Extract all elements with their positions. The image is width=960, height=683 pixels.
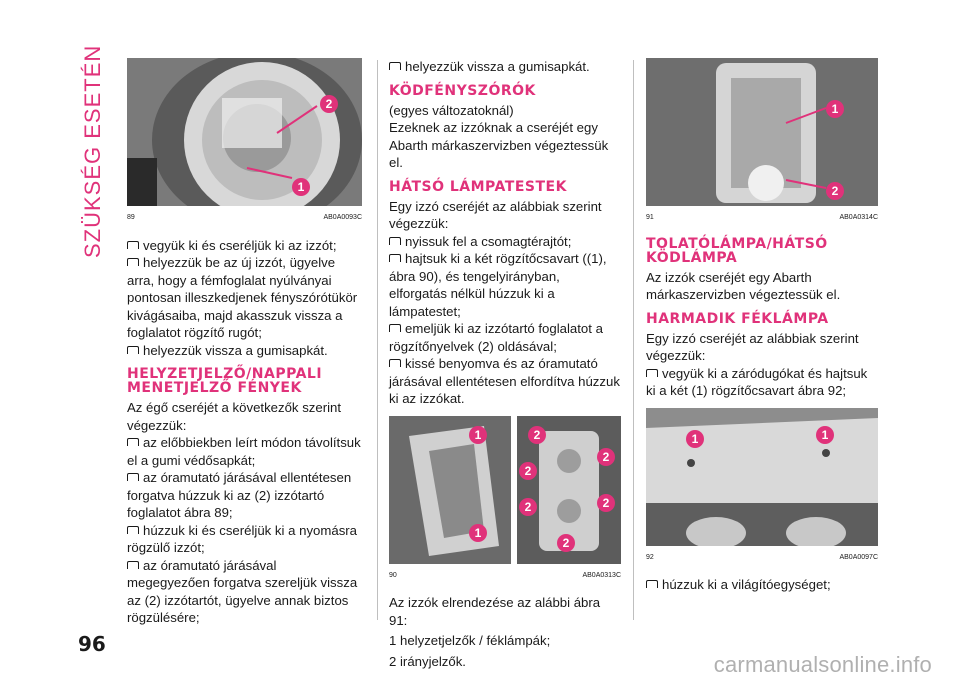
paragraph: Ezeknek az izzóknak a cseréjét egy Abarth márkaszervizben végeztessük el. bbox=[389, 120, 609, 170]
paragraph: Az izzók cseréjét egy Abarth márkaszervizben végeztessük el. bbox=[646, 269, 841, 302]
bullet-icon bbox=[127, 561, 139, 569]
list-item: helyezzük be az új izzót, ügyelve arra, hogy a fémfoglalat nyúlványai pontosan illeszkedjenek fényszórótükör kivágásaiba, majd akasszuk vissza a foglalatot rögzítő rugót; bbox=[127, 255, 358, 340]
paragraph: (egyes változatoknál) bbox=[389, 102, 514, 118]
figure-90 bbox=[389, 416, 621, 564]
list-item: 1 helyzetjelzők / féklámpák; bbox=[389, 633, 551, 648]
bullet-icon bbox=[127, 438, 139, 446]
section-side-title-text: SZÜKSÉG ESETÉN bbox=[80, 44, 105, 258]
bullet-icon bbox=[389, 254, 401, 262]
figure-92 bbox=[646, 408, 878, 546]
section-heading: HARMADIK FÉKLÁMPA bbox=[646, 310, 829, 327]
callout-1: 1 bbox=[469, 426, 487, 444]
bullet-icon bbox=[127, 526, 139, 534]
column-2 bbox=[389, 58, 621, 670]
paragraph: Az izzók elrendezése az alábbi ábra 91: bbox=[389, 595, 601, 628]
callout-2: 2 bbox=[519, 462, 537, 480]
bullet-icon bbox=[646, 369, 658, 377]
bullet-icon bbox=[389, 359, 401, 367]
figure-caption bbox=[646, 209, 878, 227]
figure-number: 89 bbox=[127, 214, 135, 221]
callout-1: 1 bbox=[292, 178, 310, 196]
bullet-icon bbox=[389, 324, 401, 332]
callout-1: 1 bbox=[826, 100, 844, 118]
bullet-icon bbox=[389, 237, 401, 245]
callout-2: 2 bbox=[528, 426, 546, 444]
callout-2: 2 bbox=[557, 534, 575, 552]
list-item: húzzuk ki és cseréljük ki a nyomásra rögzülő izzót; bbox=[127, 522, 358, 555]
column-1 bbox=[127, 58, 362, 627]
list-item: 2 irányjelzők. bbox=[389, 653, 466, 669]
bullet-icon bbox=[127, 241, 139, 249]
list-item: vegyük ki a záródugókat és hajtsuk ki a két (1) rögzítőcsavart ábra 92; bbox=[646, 365, 868, 398]
rear-lamp-illustration bbox=[389, 416, 621, 564]
figure-91 bbox=[646, 58, 878, 206]
list-item: nyissuk fel a csomagtérajtót; bbox=[389, 233, 621, 251]
section-heading: HÁTSÓ LÁMPATESTEK bbox=[389, 178, 567, 195]
rear-lamp-bulb-holder-illustration bbox=[646, 58, 878, 206]
callout-2: 2 bbox=[826, 182, 844, 200]
paragraph: Egy izzó cseréjét az alábbiak szerint végezzük: bbox=[646, 330, 859, 363]
headlamp-bulb-illustration bbox=[127, 58, 362, 206]
list-item: kissé benyomva és az óramutató járásával ellentétesen elfordítva húzzuk ki az izzókat. bbox=[389, 356, 620, 406]
bullet-icon bbox=[646, 580, 658, 588]
bullet-icon bbox=[127, 258, 139, 266]
paragraph: Az égő cseréjét a következők szerint végezzük: bbox=[127, 400, 342, 433]
list-item: emeljük ki az izzótartó foglalatot a rögzítőnyelvek (2) oldásával; bbox=[389, 321, 603, 354]
section-heading: HELYZETJELZŐ/NAPPALI MENETJELZŐ FÉNYEK bbox=[127, 366, 323, 396]
list-item: helyezzük vissza a gumisapkát. bbox=[127, 342, 362, 360]
callout-1: 1 bbox=[816, 426, 834, 444]
callout-1: 1 bbox=[469, 524, 487, 542]
bullet-icon bbox=[389, 62, 401, 70]
figure-caption bbox=[389, 567, 621, 585]
list-item: húzzuk ki a világítóegységet; bbox=[646, 576, 878, 594]
figure-caption bbox=[646, 549, 878, 567]
paragraph: Egy izzó cseréjét az alábbiak szerint végezzük: bbox=[389, 198, 602, 231]
figure-caption bbox=[127, 209, 362, 227]
figure-code: AB0A0314C bbox=[839, 214, 878, 221]
section-side-title bbox=[80, 38, 110, 268]
column-divider bbox=[633, 60, 634, 620]
figure-number: 91 bbox=[646, 214, 654, 221]
figure-number: 92 bbox=[646, 553, 654, 561]
column-3 bbox=[646, 58, 878, 594]
callout-2: 2 bbox=[320, 95, 338, 113]
figure-number: 90 bbox=[389, 571, 397, 579]
column-divider bbox=[377, 60, 378, 620]
list-item: helyezzük vissza a gumisapkát. bbox=[389, 58, 621, 76]
section-heading: TOLATÓLÁMPA/HÁTSÓ KÖDLÁMPA bbox=[646, 235, 828, 266]
bullet-icon bbox=[127, 473, 139, 481]
list-item: az óramutató járásával ellentétesen forgatva húzzuk ki az (2) izzótartó foglalatot ábra 89; bbox=[127, 470, 352, 520]
list-item: hajtsuk ki a két rögzítőcsavart ((1), ábra 90), és tengelyirányban, elforgatás nélkül húzzuk ki a lámpatestet; bbox=[389, 251, 607, 319]
figure-89 bbox=[127, 58, 362, 206]
third-brake-light-illustration bbox=[646, 408, 878, 546]
figure-code: AB0A0093C bbox=[323, 214, 362, 221]
bullet-icon bbox=[127, 346, 139, 354]
list-item: az előbbiekben leírt módon távolítsuk el a gumi védősapkát; bbox=[127, 435, 361, 468]
page-number: 96 bbox=[78, 632, 106, 656]
figure-code: AB0A0097C bbox=[839, 553, 878, 561]
section-heading: KÖDFÉNYSZÓRÓK bbox=[389, 82, 536, 99]
callout-2: 2 bbox=[597, 448, 615, 466]
callout-2: 2 bbox=[597, 494, 615, 512]
callout-1: 1 bbox=[686, 430, 704, 448]
callout-2: 2 bbox=[519, 498, 537, 516]
list-item: az óramutató járásával megegyezően forgatva szereljük vissza az (2) izzótartót, ügyelve annak biztos rögzülésére; bbox=[127, 557, 358, 625]
figure-code: AB0A0313C bbox=[582, 571, 621, 579]
watermark: carmanualsonline.info bbox=[713, 652, 932, 677]
list-item: vegyük ki és cseréljük ki az izzót; bbox=[127, 237, 362, 255]
